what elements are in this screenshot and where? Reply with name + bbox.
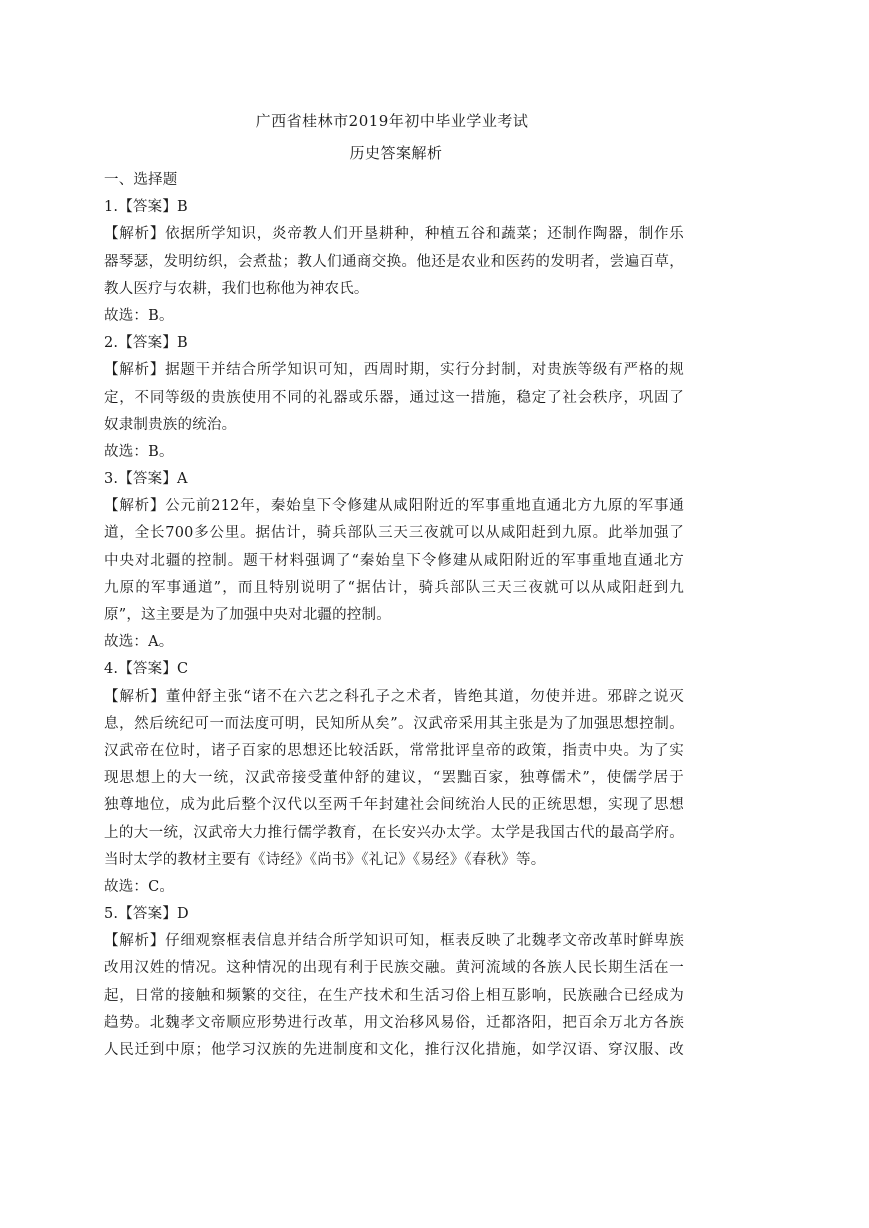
question-item-4	[104, 656, 684, 901]
explanation-line: 现思想上的大一统，汉武帝接受董仲舒的建议，“罢黜百家，独尊儒术”，使儒学居于	[104, 770, 684, 787]
answer-line: 2.【答案】B	[104, 335, 188, 352]
explanation-line: 独尊地位，成为此后整个汉代以至两千年封建社会间统治人民的正统思想，实现了思想	[104, 797, 684, 814]
explanation-paragraph	[104, 221, 684, 303]
explanation-line: 定，不同等级的贵族使用不同的礼器或乐器，通过这一措施，稳定了社会秩序，巩固了	[104, 389, 684, 406]
explanation-paragraph	[104, 684, 684, 874]
document-subtitle: 历史答案解析	[349, 144, 443, 162]
explanation-line: 汉武帝在位时，诸子百家的思想还比较活跃，常常批评皇帝的政策，指责中央。为了实	[104, 742, 684, 759]
question-item-1	[104, 194, 684, 330]
document-body	[104, 167, 684, 1064]
explanation-line: 奴隶制贵族的统治。	[104, 416, 237, 433]
explanation-line: 九原的军事通道”，而且特别说明了“据估计，骑兵部队三天三夜就可以从咸阳赶到九	[104, 579, 684, 596]
section-heading: 一、选择题	[104, 172, 178, 188]
document-title: 广西省桂林市2019年初中毕业学业考试	[255, 112, 529, 130]
explanation-line: 当时太学的教材主要有《诗经》《尚书》《礼记》《易经》《春秋》等。	[104, 851, 546, 868]
explanation-line: 【解析】据题干并结合所学知识可知，西周时期，实行分封制，对贵族等级有严格的规	[104, 362, 684, 379]
explanation-line: 人民迁到中原；他学习汉族的先进制度和文化，推行汉化措施，如学汉语、穿汉服、改	[104, 1042, 684, 1058]
explanation-line: 【解析】依据所学知识，炎帝教人们开垦耕种，种植五谷和蔬菜；还制作陶器，制作乐	[104, 226, 684, 243]
explanation-line: 息，然后统纪可一而法度可明，民知所从矣”。汉武帝采用其主张是为了加强思想控制。	[104, 715, 684, 732]
explanation-line: 中央对北疆的控制。题干材料强调了“秦始皇下令修建从咸阳附近的军事重地直通北方	[104, 552, 684, 569]
answer-line: 4.【答案】C	[104, 661, 189, 678]
explanation-line: 道，全长700多公里。据估计，骑兵部队三天三夜就可以从咸阳赶到九原。此举加强了	[104, 525, 684, 542]
conclusion-line: 故选：C。	[104, 878, 175, 895]
explanation-line: 器琴瑟，发明纺织，会煮盐；教人们通商交换。他还是农业和医药的发明者，尝遍百草，	[104, 253, 684, 270]
explanation-line: 趋势。北魏孝文帝顺应形势进行改革，用文治移风易俗，迁都洛阳，把百余万北方各族	[104, 1014, 684, 1031]
conclusion-line: 故选：A。	[104, 634, 174, 651]
explanation-line: 教人医疗与农耕，我们也称他为神农氏。	[104, 280, 369, 297]
explanation-paragraph	[104, 493, 684, 629]
explanation-paragraph	[104, 357, 684, 439]
answer-line: 3.【答案】A	[104, 471, 188, 488]
explanation-line: 【解析】仔细观察框表信息并结合所学知识可知，框表反映了北魏孝文帝改革时鲜卑族	[104, 933, 684, 950]
question-item-2	[104, 330, 684, 466]
conclusion-line: 故选：B。	[104, 307, 174, 324]
explanation-line: 原”，这主要是为了加强中央对北疆的控制。	[104, 607, 391, 623]
answer-line: 5.【答案】D	[104, 906, 189, 923]
explanation-line: 改用汉姓的情况。这种情况的出现有利于民族交融。黄河流域的各族人民长期生活在一	[104, 960, 684, 977]
explanation-line: 上的大一统，汉武帝大力推行儒学教育，在长安兴办太学。太学是我国古代的最高学府。	[104, 824, 684, 841]
conclusion-line: 故选：B。	[104, 443, 174, 460]
explanation-line: 起，日常的接触和频繁的交往，在生产技术和生活习俗上相互影响，民族融合已经成为	[104, 987, 684, 1004]
explanation-line: 【解析】董仲舒主张“诸不在六艺之科孔子之术者，皆绝其道，勿使并进。邪辟之说灭	[104, 688, 684, 705]
answer-line: 1.【答案】B	[104, 199, 188, 216]
explanation-line: 【解析】公元前212年，秦始皇下令修建从咸阳附近的军事重地直通北方九原的军事通	[104, 498, 684, 515]
question-item-5	[104, 901, 684, 1064]
question-item-3	[104, 466, 684, 656]
explanation-paragraph	[104, 928, 684, 1064]
